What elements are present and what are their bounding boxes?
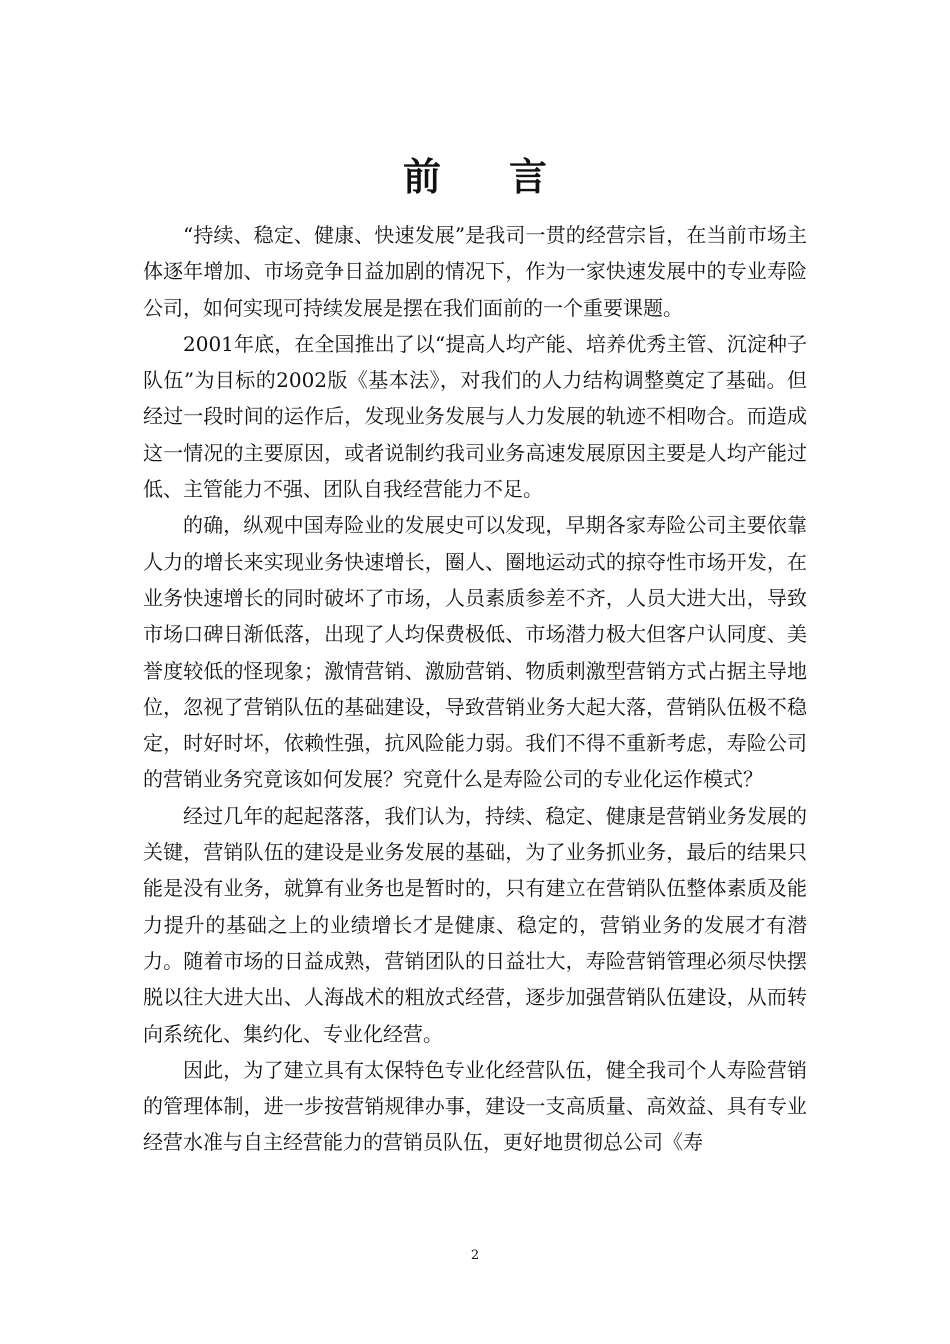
page-title: 前言 <box>402 155 615 200</box>
paragraph-2: 2001年底，在全国推出了以“提高人均产能、培养优秀主管、沉淀种子队伍”为目标的2002版《基本法》，对我们的人力结构调整奠定了基础。但经过一段时间的运作后，发现业务发展与人力发展的轨迹不相吻合。而造成这一情况的主要原因，或者说制约我司业务高速发展原因主要是人均产能过低、主管能力不强、团队自我经营能力不足。 <box>143 331 807 502</box>
paragraph-3: 的确，纵观中国寿险业的发展史可以发现，早期各家寿险公司主要依靠人力的增长来实现业务快速增长，圈人、圈地运动式的掠夺性市场开发，在业务快速增长的同时破坏了市场，人员素质参差不齐，人员大进大出，导致市场口碑日渐低落，出现了人均保费极低、市场潜力极大但客户认同度、美誉度较低的怪现象；激情营销、激励营销、物质刺激型营销方式占据主导地位，忽视了营销队伍的基础建设，导致营销业务大起大落，营销队伍极不稳定，时好时坏，依赖性强，抗风险能力弱。我们不得不重新考虑，寿险公司的营销业务究竟该如何发展？究竟什么是寿险公司的专业化运作模式？ <box>143 513 807 792</box>
paragraph-5: 因此，为了建立具有太保特色专业化经营队伍，健全我司个人寿险营销的管理体制，进一步按营销规律办事，建设一支高质量、高效益、具有专业经营水准与自主经营能力的营销员队伍，更好地贯彻总公司《寿 <box>143 1057 807 1155</box>
paragraph-1: “持续、稳定、健康、快速发展”是我司一贯的经营宗旨，在当前市场主体逐年增加、市场竞争日益加剧的情况下，作为一家快速发展中的专业寿险公司，如何实现可持续发展是摆在我们面前的一个重要课题。 <box>143 223 807 320</box>
page-number: 2 <box>470 1248 480 1263</box>
paragraph-4: 经过几年的起起落落，我们认为，持续、稳定、健康是营销业务发展的关键，营销队伍的建设是业务发展的基础，为了业务抓业务，最后的结果只能是没有业务，就算有业务也是暂时的，只有建立在营销队伍整体素质及能力提升的基础之上的业绩增长才是健康、稳定的，营销业务的发展才有潜力。随着市场的日益成熟，营销团队的日益壮大，寿险营销管理必须尽快摆脱以往大进大出、人海战术的粗放式经营，逐步加强营销队伍建设，从而转向系统化、集约化、专业化经营。 <box>143 803 807 1046</box>
body-text <box>143 217 807 1161</box>
